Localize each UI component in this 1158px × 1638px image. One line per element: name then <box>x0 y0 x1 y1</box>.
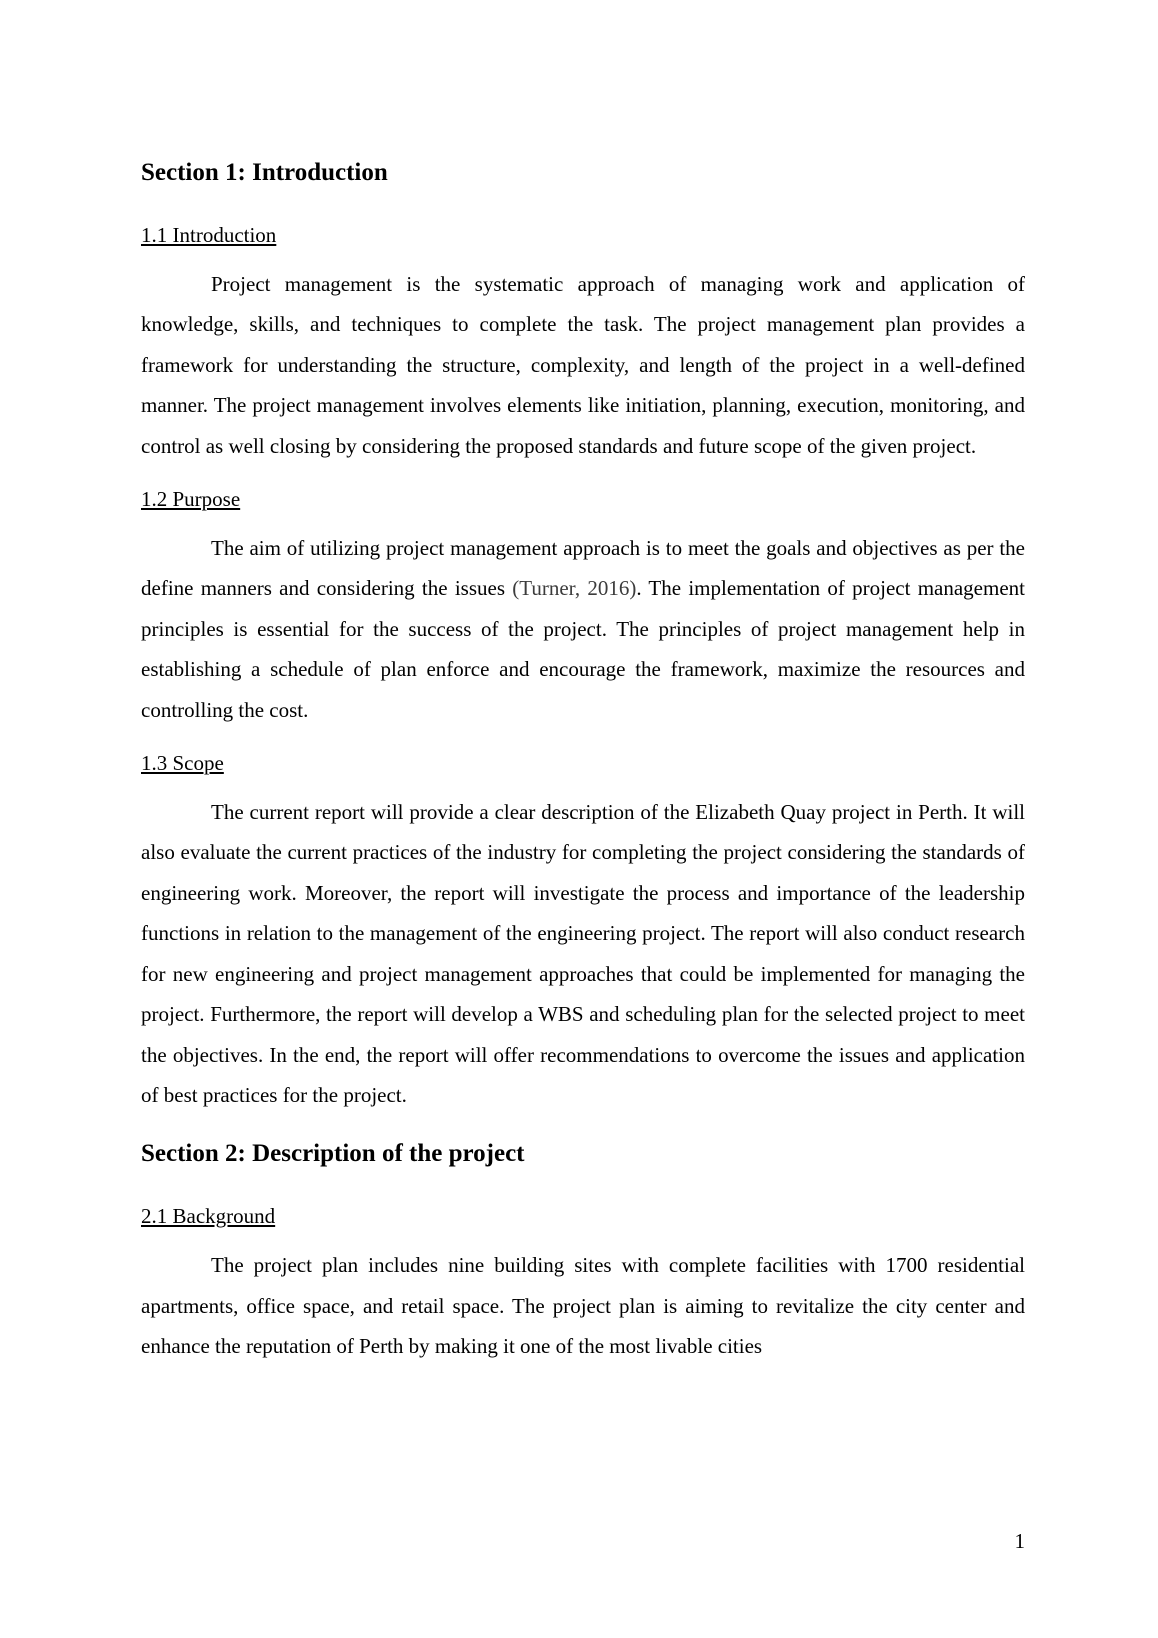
page-number: 1 <box>1014 1529 1025 1553</box>
purpose-paragraph <box>141 528 1025 730</box>
subsection-purpose-heading: 1.2 Purpose <box>141 487 241 512</box>
subsection-background-heading: 2.1 Background <box>141 1204 276 1229</box>
section-2-title: Section 2: Description of the project <box>141 1140 525 1168</box>
purpose-text-before: The aim of utilizing project management approach is to meet the goals and objectives as per the define manners and considering the issues <box>141 536 1025 601</box>
subsection-scope-heading: 1.3 Scope <box>141 751 224 776</box>
introduction-paragraph: Project management is the systematic approach of managing work and application of knowledge, skills, and techniques to complete the task. The project management plan provides a framework for understanding the structure, complexity, and length of the project in a well-defined manner. The project management involves elements like initiation, planning, execution, monitoring, and control as well closing by considering the proposed standards and future scope of the given project. <box>141 272 1025 458</box>
citation: (Turner, 2016) <box>512 576 637 601</box>
scope-paragraph: The current report will provide a clear description of the Elizabeth Quay project in Perth. It will also evaluate the current practices of the industry for completing the project considering the standards of engineering work. Moreover, the report will investigate the process and importance of the leadership functions in relation to the management of the engineering project. The report will also conduct research for new engineering and project management approaches that could be implemented for managing the project. Furthermore, the report will develop a WBS and scheduling plan for the selected project to meet the objectives. In the end, the report will offer recommendations to overcome the issues and application of best practices for the project. <box>141 800 1025 1107</box>
subsection-introduction-heading: 1.1 Introduction <box>141 223 277 247</box>
page-content <box>141 158 1025 1367</box>
background-paragraph: The project plan includes nine building sites with complete facilities with 1700 residential apartments, office space, and retail space. The project plan is aiming to revitalize the city center and enhance the reputation of Perth by making it one of the most livable cities <box>141 1253 1025 1359</box>
section-1-title: Section 1: Introduction <box>141 159 388 186</box>
purpose-text-after: . The implementation of project management principles is essential for the success of the project. The principles of project management help in establishing a schedule of plan enforce and encourage the framework, maximize the resources and controlling the cost. <box>141 576 1025 722</box>
